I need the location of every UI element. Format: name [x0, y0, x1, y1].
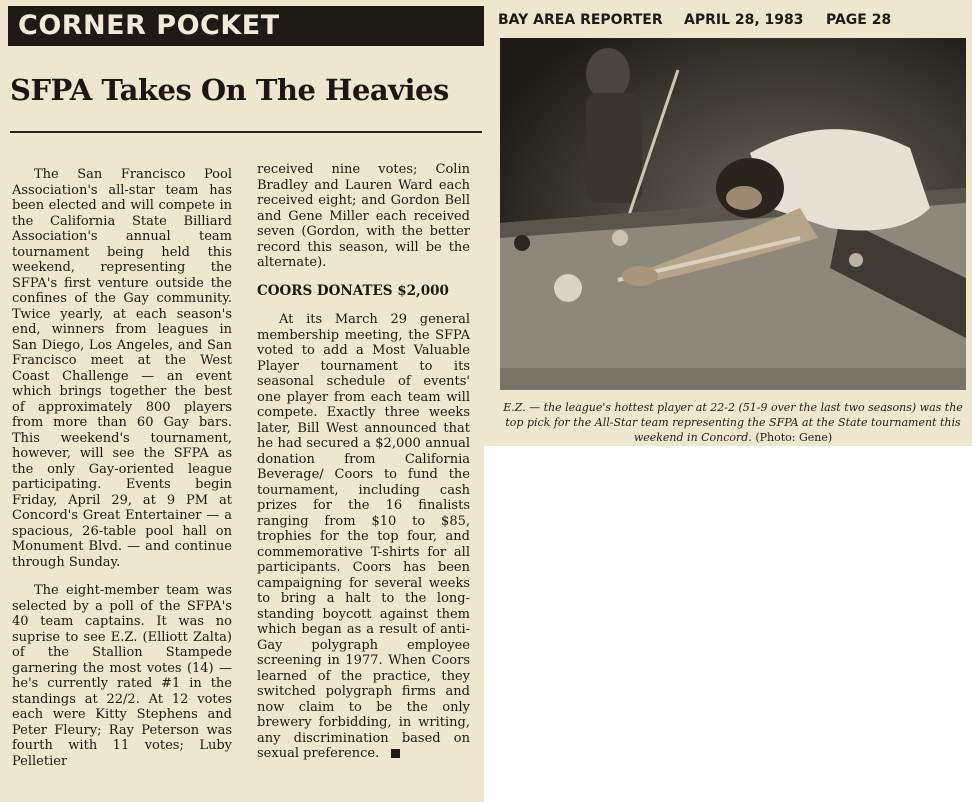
caption-text: E.Z. — the league's hottest player at 22-2 (51-9 over the last two seasons) was the top pick for the All-Star team representing the SFPA at the State tournament this weekend in Concord.: [503, 401, 963, 444]
paragraph: [257, 312, 470, 762]
subheading: COORS DONATES $2,000: [257, 282, 449, 299]
photo-caption: [500, 400, 966, 445]
publication-name: BAY AREA REPORTER: [498, 12, 663, 28]
pool-player-photo: [500, 38, 966, 390]
page-number: PAGE 28: [826, 12, 892, 28]
photo-credit: (Photo: Gene): [755, 431, 833, 444]
article-column-1: [12, 167, 232, 769]
end-of-article-mark: [391, 749, 400, 758]
paragraph: The San Francisco Pool Association's all-star team has been elected and will compete in the California State Billiard Association's annual team tournament being held this weekend, representing the SFPA's first venture outside the confines of the Gay community. Twice yearly, at each season's end, winners from leagues in San Diego, Los Angeles, and San Francisco meet at the West Coast Challenge — an event which brings together the best of approximately 800 players from more than 60 Gay bars. This weekend's tournament, however, will see the SFPA as the only Gay-oriented league participating. Events begin Friday, April 29, at 9 PM at Concord's Great Entertainer — a spacious, 26-table pool hall on Monument Blvd. — and continue through Sunday.: [12, 167, 232, 570]
paragraph: The eight-member team was selected by a poll of the SFPA's 40 team captains. It was no suprise to see E.Z. (Elliott Zalta) of the Stallion Stampede garnering the most votes (14) — he's currently rated #1 in the standings at 22/2. At 12 votes each were Kitty Stephens and Peter Fleury; Ray Peterson was fourth with 11 votes; Luby Pelletier: [12, 583, 232, 769]
paragraph-continued: received nine votes; Colin Bradley and Lauren Ward each received eight; and Gordon Bell and Gene Miller each received seven (Gordon, with the better record this season, will be the alternate).: [257, 162, 470, 270]
article-column-2: [257, 162, 470, 762]
section-banner: CORNER POCKET: [8, 6, 484, 46]
paragraph-text: At its March 29 general membership meeting, the SFPA voted to add a Most Valuable Player tournament to its seasonal schedule of events' one player from each team will compete. Exactly three weeks later, Bill West announced that he had secured a $2,000 annual donation from California Beverage/ Coors to fund the tournament, including cash prizes for the 16 finalists ranging from $10 to $85, trophies for the top four, and commemorative T-shirts for all participants. Coors has been campaigning for several weeks to bring a halt to the long-standing boycott against them which began as a result of anti-Gay polygraph employee screening in 1977. When Coors learned of the practice, they switched polygraph firms and now claim to be the only brewery forbidding, in writing, any discrimination based on sexual preference.: [257, 312, 470, 761]
article-headline: SFPA Takes On The Heavies: [10, 73, 449, 107]
publication-date: APRIL 28, 1983: [684, 12, 804, 28]
headline-rule: [10, 131, 482, 133]
